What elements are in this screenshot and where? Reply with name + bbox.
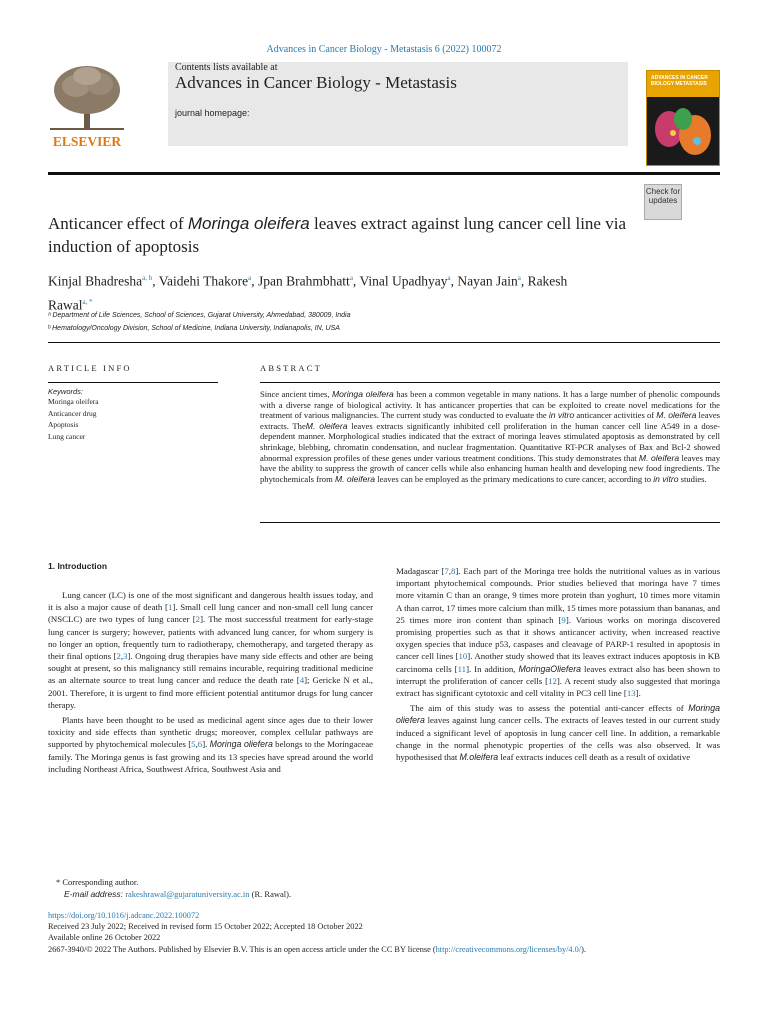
- keyword-item: Anticancer drug: [48, 408, 97, 418]
- abstract-text: [260, 389, 720, 484]
- author-name[interactable]: Vinal Upadhyay: [359, 273, 448, 289]
- species-italic: M.oleifera: [459, 752, 499, 763]
- ref-link[interactable]: 9: [561, 614, 566, 625]
- email-label: E-mail address:: [64, 889, 124, 899]
- keywords-label: Keywords:: [48, 387, 84, 396]
- text-span: ]. Each part of the Moringa tree holds the nutritional values as in various important phytochemical compounds. Prior studies believed that moringa have 7 times more vitamin C than an orange, 9 times more protein than yoghurt, 10 times more vitamin A than carrot, 17 times more calcium than milk, 15 times more potassium than bananas, and 25 times more iron content than spinach [: [396, 566, 720, 625]
- title-species-italic: Moringa oleifera: [187, 214, 310, 233]
- doi-link[interactable]: https://doi.org/10.1016/j.adcanc.2022.100072: [48, 911, 200, 920]
- abstract-heading: ABSTRACT: [260, 363, 322, 373]
- email-link[interactable]: rakeshrawal@gujaratuniversity.ac.in: [125, 889, 250, 899]
- abstract-span: has been a common vegetable in many nations. It has a large number of phenolic compounds with a diverse range of biological activity. It has anticancer properties that can be exploited to create novel medications for the treatment of various malignancies. The current study was conducted to evaluate the: [260, 389, 720, 421]
- ref-link[interactable]: 2: [195, 614, 201, 625]
- intro-paragraph-2: [48, 714, 373, 775]
- affiliation-b: ᵇ Hematology/Oncology Division, School of Medicine, Indiana University, Indianapolis, IN, USA: [48, 325, 340, 332]
- abstract-span: leaves can be employed as the primary medications to cure cancer, according to: [375, 473, 654, 484]
- ref-link[interactable]: 11: [457, 663, 467, 674]
- journal-homepage-label[interactable]: journal homepage:: [175, 108, 250, 118]
- article-info-heading: ARTICLE INFO: [48, 363, 132, 373]
- abstract-italic: Moringa oleifera: [331, 389, 394, 399]
- introduction-heading: 1. Introduction: [48, 561, 108, 571]
- keyword-item: Lung cancer: [48, 431, 86, 441]
- affiliation-a: ᵃ Department of Life Sciences, School of Sciences, Gujarat University, Ahmedabad, 380009, India: [48, 312, 351, 319]
- intro-paragraph-2-continued: [396, 565, 720, 699]
- cover-title-text: ADVANCES IN CANCER BIOLOGY METASTASIS: [651, 75, 708, 87]
- text-span: ]; Gericke N et al., 2001. Therefore, it is urgent to find more efficient potential antitumor drugs for lung cancer therapy.: [48, 675, 373, 710]
- intro-paragraph-3: [396, 702, 720, 763]
- text-span: Plants have been thought to be used as medicinal agent since ages due to their lower toxicity and side effects than synthetic drugs; moreover, complex cellular pathways are supported by phytochemical molecules [: [48, 715, 373, 750]
- text-span: leaves extract also has been shown to interrupt the proliferation of cancer cells [: [396, 663, 720, 686]
- text-span: ,: [448, 566, 451, 576]
- abstract-span: leaves extracts significantly inhibited cell proliferation in the human cancer cell line A549 in a dose-dependent manner. Morphological studies indicated that the extract of moringa leaves stimulated apoptosis as demonstrated by cell shrinkage, blebbing, chromatin condensation, and nuclear fragmentation. Quantitative RT-PCR analyses of Bax and Bcl-2 showed abnormal expression profiles of these genes under various treatment conditions. This study demonstrates that: [260, 420, 720, 463]
- keyword-list: [48, 396, 99, 442]
- ref-link[interactable]: 2: [116, 651, 121, 662]
- header-rule: [48, 172, 720, 175]
- ref-link[interactable]: 13: [626, 688, 636, 699]
- text-span: Madagascar [: [396, 566, 445, 576]
- ref-link[interactable]: 12: [548, 675, 557, 686]
- author-list: [48, 268, 608, 315]
- text-span: belongs to the Moringaceae family. The Moringa genus is fast growing and its 13 species have spread around the world including Northeast Africa, Southwest Africa, Southwest Asia and: [48, 739, 374, 774]
- email-owner: (R. Rawal).: [249, 889, 292, 899]
- journal-citation-link[interactable]: Advances in Cancer Biology - Metastasis 6 (2022) 100072: [266, 44, 502, 55]
- text-span: ,: [120, 651, 124, 662]
- title-part-1: Anticancer effect of: [48, 214, 188, 233]
- license-line: [48, 944, 728, 955]
- author-name[interactable]: Kinjal Bhadresha: [48, 273, 143, 289]
- keyword-item: Apoptosis: [48, 420, 79, 429]
- left-column-body: [48, 589, 373, 778]
- text-span: ]. Various works on moringa discovered promising properties such as that it shows anticancer activity, when increased reactive oxygen species that induce p53, caspases and cleavage of PARP-1 resulted in apoptosis in cancer cell lines [: [396, 614, 720, 662]
- abstract-span: leaves may have the ability to suppress the growth of cancer cells while also enhancing human health and developing new food ingredients. The phytochemicals from: [260, 452, 720, 484]
- ref-link[interactable]: 8: [450, 566, 456, 576]
- abstract-span: leaves extracts. The: [260, 410, 721, 431]
- corresponding-author-footnote: [56, 876, 291, 900]
- abstract-span: anticancer activities of: [574, 410, 657, 421]
- license-text: ).: [581, 944, 586, 954]
- check-updates-label: Check for updates: [645, 187, 681, 205]
- text-span: leaf extracts induces cell death as a result of oxidative: [498, 752, 691, 763]
- abstract-rule: [260, 382, 720, 383]
- text-span: ]. Ongoing drug therapies have many side effects and other are being sought at present, so this malignancy still remains incurable, requiring traditional medicine as an alternate source to treat lung cancer and reduce the death rate [: [48, 651, 373, 686]
- footnote-line-1: [56, 876, 291, 888]
- text-span: ]. A recent study also suggested that moringa extract has significant cytotoxic and cell vitality in PC3 cell line [: [396, 675, 720, 699]
- article-title: [48, 212, 638, 258]
- author-separator: ,: [152, 273, 159, 289]
- ref-link[interactable]: 1: [167, 602, 173, 613]
- text-span: ]. Another study showed that its leaves extract induces apoptosis in KB carcinoma cells [: [396, 651, 720, 674]
- license-link[interactable]: http://creativecommons.org/licenses/by/4.0/: [435, 944, 582, 954]
- text-span: ]. The most successful treatment for early-stage lung cancer is surgery; however, patients with advanced lung cancer, for whom surgery is no longer an option, frequently turn to radiotherapy, chemotherapy, and targeted therapy as their final options [: [48, 614, 373, 662]
- section-rule: [48, 342, 720, 343]
- elsevier-tree-icon: [46, 62, 128, 152]
- author-name[interactable]: Jpan Brahmbhatt: [257, 273, 350, 289]
- author-separator: ,: [520, 273, 528, 289]
- intro-paragraph-1: [48, 589, 373, 711]
- check-for-updates-badge[interactable]: [644, 184, 682, 220]
- article-info-rule: [48, 382, 218, 383]
- cover-artwork-icon: [647, 71, 720, 166]
- ref-link[interactable]: 6: [197, 739, 203, 750]
- received-dates: Received 23 July 2022; Received in revised form 15 October 2022; Accepted 18 October 2022: [48, 922, 363, 932]
- text-span: ].: [635, 688, 641, 699]
- author-affiliation-mark[interactable]: a: [248, 274, 252, 282]
- author-affiliation-mark[interactable]: a: [517, 274, 521, 282]
- footnote-line-2: [56, 888, 291, 900]
- author-affiliation-mark[interactable]: a, b: [142, 274, 153, 282]
- species-italic: Moringa oliefera: [396, 703, 720, 726]
- journal-title[interactable]: Advances in Cancer Biology - Metastasis: [175, 73, 457, 92]
- keyword-item: Moringa oleifera: [48, 397, 99, 406]
- ref-link[interactable]: 4: [299, 675, 305, 686]
- abstract-end-rule: [260, 522, 720, 523]
- author-affiliation-mark[interactable]: a: [447, 274, 451, 282]
- text-span: ,: [195, 739, 198, 750]
- species-italic: Moringa oliefera: [209, 739, 273, 750]
- text-span: leaves against lung cancer cells. The extracts of leaves tested in our current study induced a significant level of apoptosis in lung cancer cell line. In addition, a remarkable change in the normal phenotypic properties of the cells was also observed. It was hypothesised that: [396, 715, 720, 763]
- svg-text:ELSEVIER: ELSEVIER: [52, 134, 122, 149]
- author-affiliation-mark[interactable]: a: [349, 274, 353, 282]
- contents-lists-text: Contents lists available at: [175, 62, 278, 73]
- author-separator: ,: [251, 273, 258, 289]
- text-span: ]. In addition,: [466, 663, 519, 674]
- title-part-2: leaves extract against lung cancer cell line via induction of apoptosis: [48, 214, 627, 256]
- text-span: The aim of this study was to assess the potential anti-cancer effects of: [410, 703, 689, 714]
- license-text: 2667-3940/© 2022 The Authors. Published by Elsevier B.V. This is an open access article under the CC BY license (: [48, 944, 436, 954]
- abstract-italic: in vitro: [548, 410, 575, 421]
- abstract-italic: M. oleifera: [334, 473, 376, 484]
- author-separator: ,: [352, 273, 360, 289]
- abstract-italic: M. oleifera: [305, 420, 348, 431]
- species-italic: MoringaOliefera: [518, 663, 582, 674]
- abstract-italic: M. oleifera: [656, 410, 697, 421]
- footnote-text: Corresponding author.: [60, 877, 139, 887]
- author-separator: ,: [450, 273, 458, 289]
- author-name[interactable]: Rakesh Rawal: [48, 273, 568, 312]
- article-history: [48, 910, 728, 955]
- text-span: ]. Small cell lung cancer and non-small cell lung cancer (NSCLC) are two types of lung cancer [: [48, 602, 373, 625]
- elsevier-logo[interactable]: [46, 62, 128, 152]
- online-date: Available online 26 October 2022: [48, 933, 161, 943]
- right-column-body: [396, 565, 720, 766]
- author-affiliation-mark[interactable]: a, *: [82, 297, 93, 306]
- abstract-italic: M. oleifera: [638, 452, 680, 463]
- text-span: Lung cancer (LC) is one of the most significant and dangerous health issues today, and it is also a major cause of death [: [48, 590, 373, 613]
- journal-cover-image[interactable]: [646, 70, 720, 166]
- abstract-italic: in vitro: [653, 473, 679, 484]
- author-name[interactable]: Vaidehi Thakore: [158, 273, 249, 289]
- abstract-span: studies.: [678, 473, 707, 484]
- author-name[interactable]: Nayan Jain: [457, 273, 518, 289]
- text-span: ].: [202, 739, 210, 750]
- abstract-span: Since ancient times,: [260, 389, 332, 399]
- ref-link[interactable]: 10: [458, 651, 468, 662]
- footnote-star: *: [56, 877, 61, 887]
- ref-link[interactable]: 7: [444, 566, 449, 576]
- ref-link[interactable]: 3: [123, 651, 128, 662]
- ref-link[interactable]: 5: [191, 739, 196, 750]
